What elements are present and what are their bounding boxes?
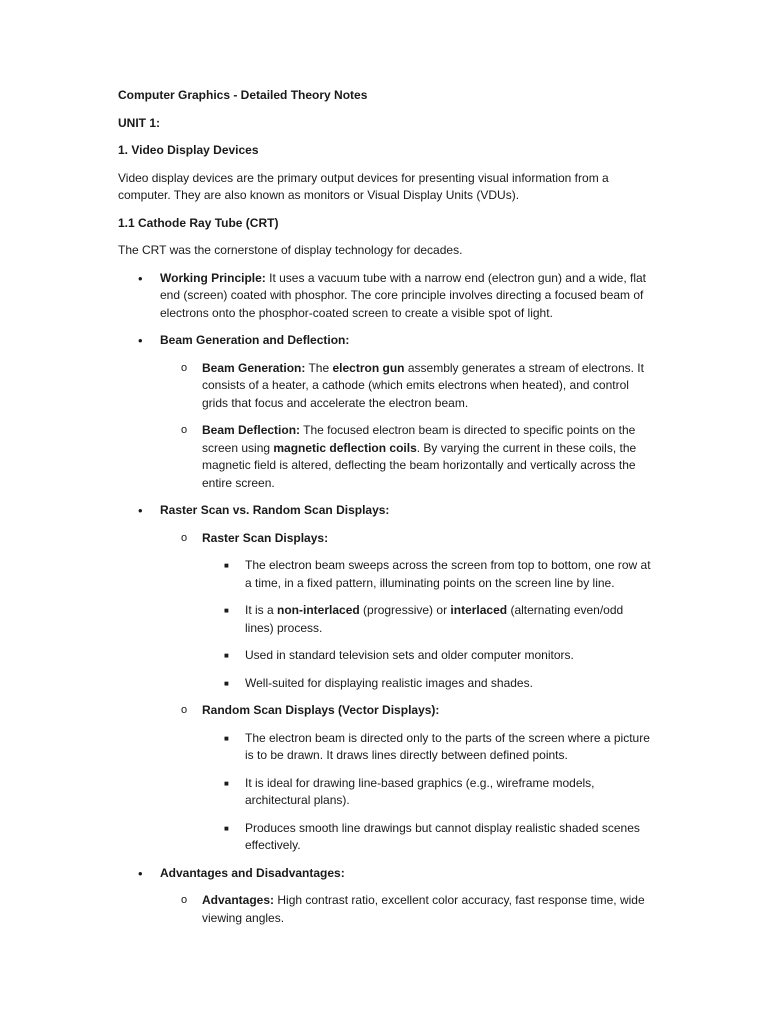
- circle-marker: o: [181, 894, 188, 906]
- list-item-random-2: [118, 775, 653, 810]
- subbullet-advantages: [118, 892, 653, 927]
- subbullet-heading: Random Scan Displays (Vector Displays):: [202, 703, 440, 717]
- subbullet-text: [202, 360, 653, 413]
- subbullet-body: High contrast ratio, excellent color accuracy, fast response time, wide viewing angles.: [202, 893, 645, 925]
- square-marker: ■: [224, 651, 229, 660]
- list-item-text: [245, 602, 653, 637]
- subbullet-body: The focused electron beam is directed to specific points on the screen using: [202, 423, 636, 455]
- document-body: [118, 87, 653, 937]
- emphasis-magnetic-deflection-coils: magnetic deflection coils: [273, 440, 417, 455]
- circle-marker: o: [181, 531, 188, 544]
- bullet-marker: •: [138, 333, 143, 348]
- section-heading-video-display-devices: 1. Video Display Devices: [118, 143, 259, 157]
- list-item-body: It is a: [245, 603, 278, 617]
- emphasis-interlaced: interlaced: [450, 603, 508, 617]
- emphasis-non-interlaced: non-interlaced: [277, 603, 360, 617]
- bullet-marker: •: [138, 270, 143, 286]
- list-item-text: Used in standard television sets and older computer monitors.: [245, 648, 574, 662]
- subbullet-body: assembly generates a stream of electrons. It consists of a heater, a cathode (which emits electrons when heated), and control grids that focus and accelerate the electron beam.: [202, 360, 644, 410]
- bullet-raster-vs-random: [118, 502, 653, 520]
- bullet-beam-generation-deflection: [118, 332, 653, 350]
- bullet-label: Working Principle:: [160, 270, 266, 285]
- subbullet-beam-deflection: [118, 422, 653, 492]
- list-item-text: The electron beam is directed only to the parts of the screen where a picture is to be drawn. It draws lines directly between defined points.: [245, 730, 650, 762]
- emphasis-electron-gun: electron gun: [332, 360, 405, 375]
- bullet-heading: Raster Scan vs. Random Scan Displays:: [160, 503, 390, 517]
- bullet-advantages-disadvantages: [118, 865, 653, 883]
- square-marker: ■: [224, 678, 229, 688]
- subbullet-label: Advantages:: [202, 893, 275, 907]
- subbullet-heading: Raster Scan Displays:: [202, 530, 329, 545]
- list-item-raster-2: [118, 602, 653, 637]
- list-item-random-3: [118, 820, 653, 855]
- square-marker: ■: [224, 778, 229, 788]
- circle-marker: o: [181, 361, 188, 374]
- list-item-random-1: [118, 730, 653, 765]
- square-marker: ■: [224, 561, 229, 570]
- intro-paragraph: Video display devices are the primary output devices for presenting visual information from a computer. They are also known as monitors or Visual Display Units (VDUs).: [118, 170, 609, 202]
- list-item-text: Produces smooth line drawings but cannot display realistic shaded scenes effectively.: [245, 820, 640, 852]
- subbullet-body: The: [305, 360, 333, 375]
- section-heading-crt: 1.1 Cathode Ray Tube (CRT): [118, 215, 279, 230]
- square-marker: ■: [224, 606, 229, 615]
- circle-marker: o: [181, 704, 188, 716]
- subbullet-label: Beam Deflection:: [202, 423, 301, 437]
- circle-marker: o: [181, 424, 188, 436]
- square-marker: ■: [224, 733, 229, 743]
- subbullet-body: . By varying the current in these coils, the magnetic field is altered, deflecting the beam horizontally and vertically across the entire screen.: [202, 440, 637, 490]
- subbullet-beam-generation: [118, 360, 653, 413]
- document-title: Computer Graphics - Detailed Theory Notes: [118, 88, 368, 102]
- list-item-text: Well-suited for displaying realistic images and shades.: [245, 675, 533, 690]
- list-item-raster-1: [118, 557, 653, 592]
- unit-heading: UNIT 1:: [118, 115, 160, 130]
- subbullet-text: [202, 422, 653, 492]
- bullet-working-principle: [118, 270, 653, 323]
- crt-intro-paragraph: The CRT was the cornerstone of display technology for decades.: [118, 243, 463, 257]
- bullet-marker: •: [138, 865, 143, 881]
- bullet-body: It uses a vacuum tube with a narrow end (electron gun) and a wide, flat end (screen) coated with phosphor. The core principle involves directing a focused beam of electrons onto the phosphor-coated screen to create a visible spot of light.: [160, 270, 647, 320]
- list-item-text: It is ideal for drawing line-based graphics (e.g., wireframe models, architectural plans).: [245, 775, 595, 807]
- list-item-raster-3: [118, 647, 653, 665]
- subbullet-random-scan: [118, 702, 653, 720]
- list-item-text: The electron beam sweeps across the screen from top to bottom, one row at a time, in a fixed pattern, illuminating points on the screen line by line.: [245, 558, 651, 590]
- list-item-body: (progressive) or: [359, 603, 451, 617]
- subbullet-label: Beam Generation:: [202, 360, 306, 375]
- bullet-marker: •: [138, 503, 143, 518]
- subbullet-raster-scan: [118, 530, 653, 548]
- bullet-heading: Advantages and Disadvantages:: [160, 865, 345, 880]
- bullet-text: [160, 270, 653, 323]
- list-item-raster-4: [118, 675, 653, 693]
- list-item-body: (alternating even/odd lines) process.: [245, 603, 624, 635]
- bullet-heading: Beam Generation and Deflection:: [160, 333, 350, 347]
- square-marker: ■: [224, 823, 229, 833]
- subbullet-text: [202, 892, 653, 927]
